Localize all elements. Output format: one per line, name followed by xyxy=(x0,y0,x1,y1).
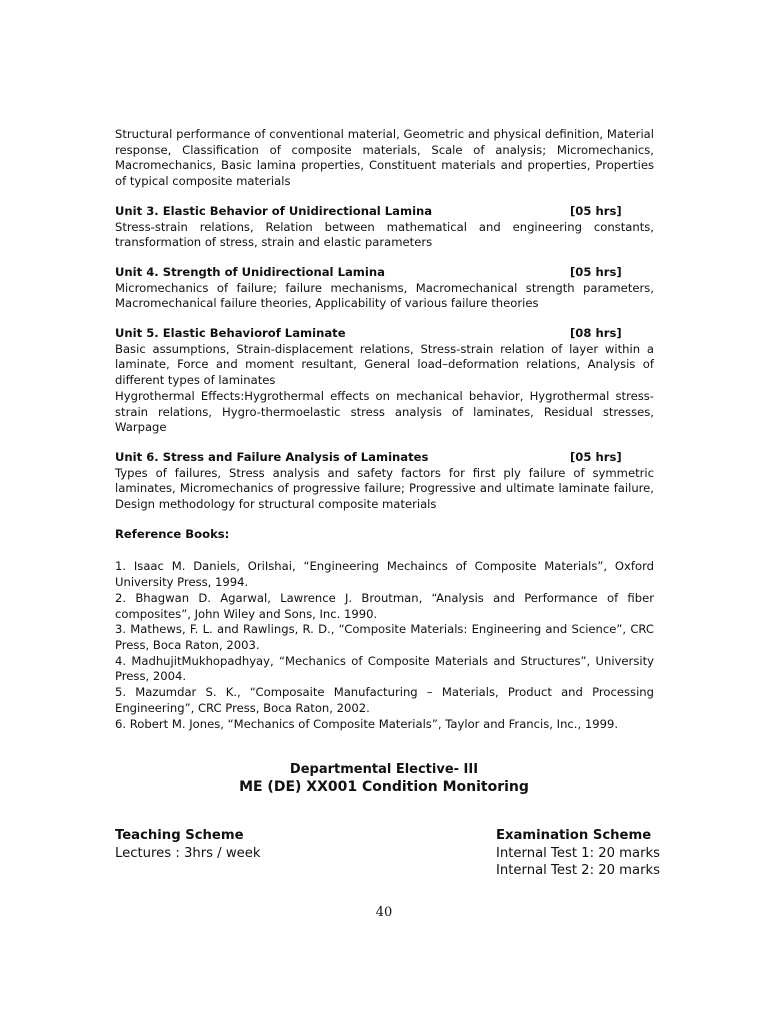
examination-scheme xyxy=(496,827,660,880)
unit-description-hygrothermal: Hygrothermal Effects:Hygrothermal effects on mechanical behavior, Hygrothermal stress-strain relations, Hygro-thermoelastic stress analysis of laminates, Residual stresses, Warpage xyxy=(115,388,654,435)
unit-heading xyxy=(115,326,654,342)
teaching-scheme xyxy=(115,827,260,862)
unit-5 xyxy=(115,326,654,436)
reference-item: 5. Mazumdar S. K., “Composaite Manufacturing – Materials, Product and Processing Engineering”, CRC Press, Boca Raton, 2002. xyxy=(115,685,654,715)
unit-description: Micromechanics of failure; failure mechanisms, Macromechanical strength parameters, Macromechanical failure theories, Applicability of various failure theories xyxy=(115,280,654,311)
unit-hours: [05 hrs] xyxy=(570,449,622,464)
examination-scheme-title: Examination Scheme xyxy=(496,828,652,843)
intro-paragraph: Structural performance of conventional material, Geometric and physical definition, Material response, Classification of composite materials, Scale of analysis; Micromechanics, Macromechanics, Basic lamina properties, Constituent materials and properties, Properties of typical composite materials xyxy=(115,127,654,189)
teaching-scheme-line: Lectures : 3hrs / week xyxy=(115,845,261,861)
unit-6 xyxy=(115,450,654,513)
unit-description: Types of failures, Stress analysis and safety factors for first ply failure of symmetric laminates, Micromechanics of progressive failure; Progressive and ultimate laminate failure, Design methodology for structural composite materials xyxy=(115,465,654,512)
unit-description: Basic assumptions, Strain-displacement relations, Stress-strain relation of layer within a laminate, Force and moment resultant, General load–deformation relations, Analysis of different types of laminates xyxy=(115,341,654,388)
elective-heading: Departmental Elective- III xyxy=(289,762,479,777)
reference-item: 6. Robert M. Jones, “Mechanics of Composite Materials”, Taylor and Francis, Inc., 1999. xyxy=(115,716,619,731)
examination-scheme-line: Internal Test 2: 20 marks xyxy=(496,863,661,878)
reference-list xyxy=(115,559,654,732)
unit-heading xyxy=(115,204,654,220)
unit-title: Unit 5. Elastic Behaviorof Laminate xyxy=(115,326,346,341)
document-body xyxy=(115,127,654,732)
unit-hours: [05 hrs] xyxy=(570,264,622,279)
reference-books-title: Reference Books: xyxy=(115,526,230,541)
reference-item: 1. Isaac M. Daniels, OriIshai, “Engineering Mechaincs of Composite Materials”, Oxford University Press, 1994. xyxy=(115,559,654,590)
reference-item: 3. Mathews, F. L. and Rawlings, R. D., “Composite Materials: Engineering and Science”, CRC Press, Boca Raton, 2003. xyxy=(115,622,654,652)
course-title: ME (DE) XX001 Condition Monitoring xyxy=(239,779,529,795)
reference-item: 4. MadhujitMukhopadhyay, “Mechanics of Composite Materials and Structures”, University Press, 2004. xyxy=(115,653,654,684)
unit-hours: [08 hrs] xyxy=(570,326,622,341)
reference-item: 2. Bhagwan D. Agarwal, Lawrence J. Broutman, “Analysis and Performance of fiber composites”, John Wiley and Sons, Inc. 1990. xyxy=(115,590,654,621)
unit-heading xyxy=(115,265,654,281)
unit-title: Unit 3. Elastic Behavior of Unidirectional Lamina xyxy=(115,203,433,218)
unit-4 xyxy=(115,265,654,312)
unit-heading xyxy=(115,450,654,466)
unit-hours: [05 hrs] xyxy=(570,203,622,218)
teaching-scheme-title: Teaching Scheme xyxy=(115,828,244,843)
page-number: 40 xyxy=(375,905,393,920)
unit-title: Unit 6. Stress and Failure Analysis of Laminates xyxy=(115,449,429,464)
examination-scheme-line: Internal Test 1: 20 marks xyxy=(496,845,661,861)
unit-title: Unit 4. Strength of Unidirectional Lamina xyxy=(115,264,385,279)
unit-description: Stress-strain relations, Relation between mathematical and engineering constants, transformation of stress, strain and elastic parameters xyxy=(115,219,654,250)
unit-3 xyxy=(115,204,654,251)
